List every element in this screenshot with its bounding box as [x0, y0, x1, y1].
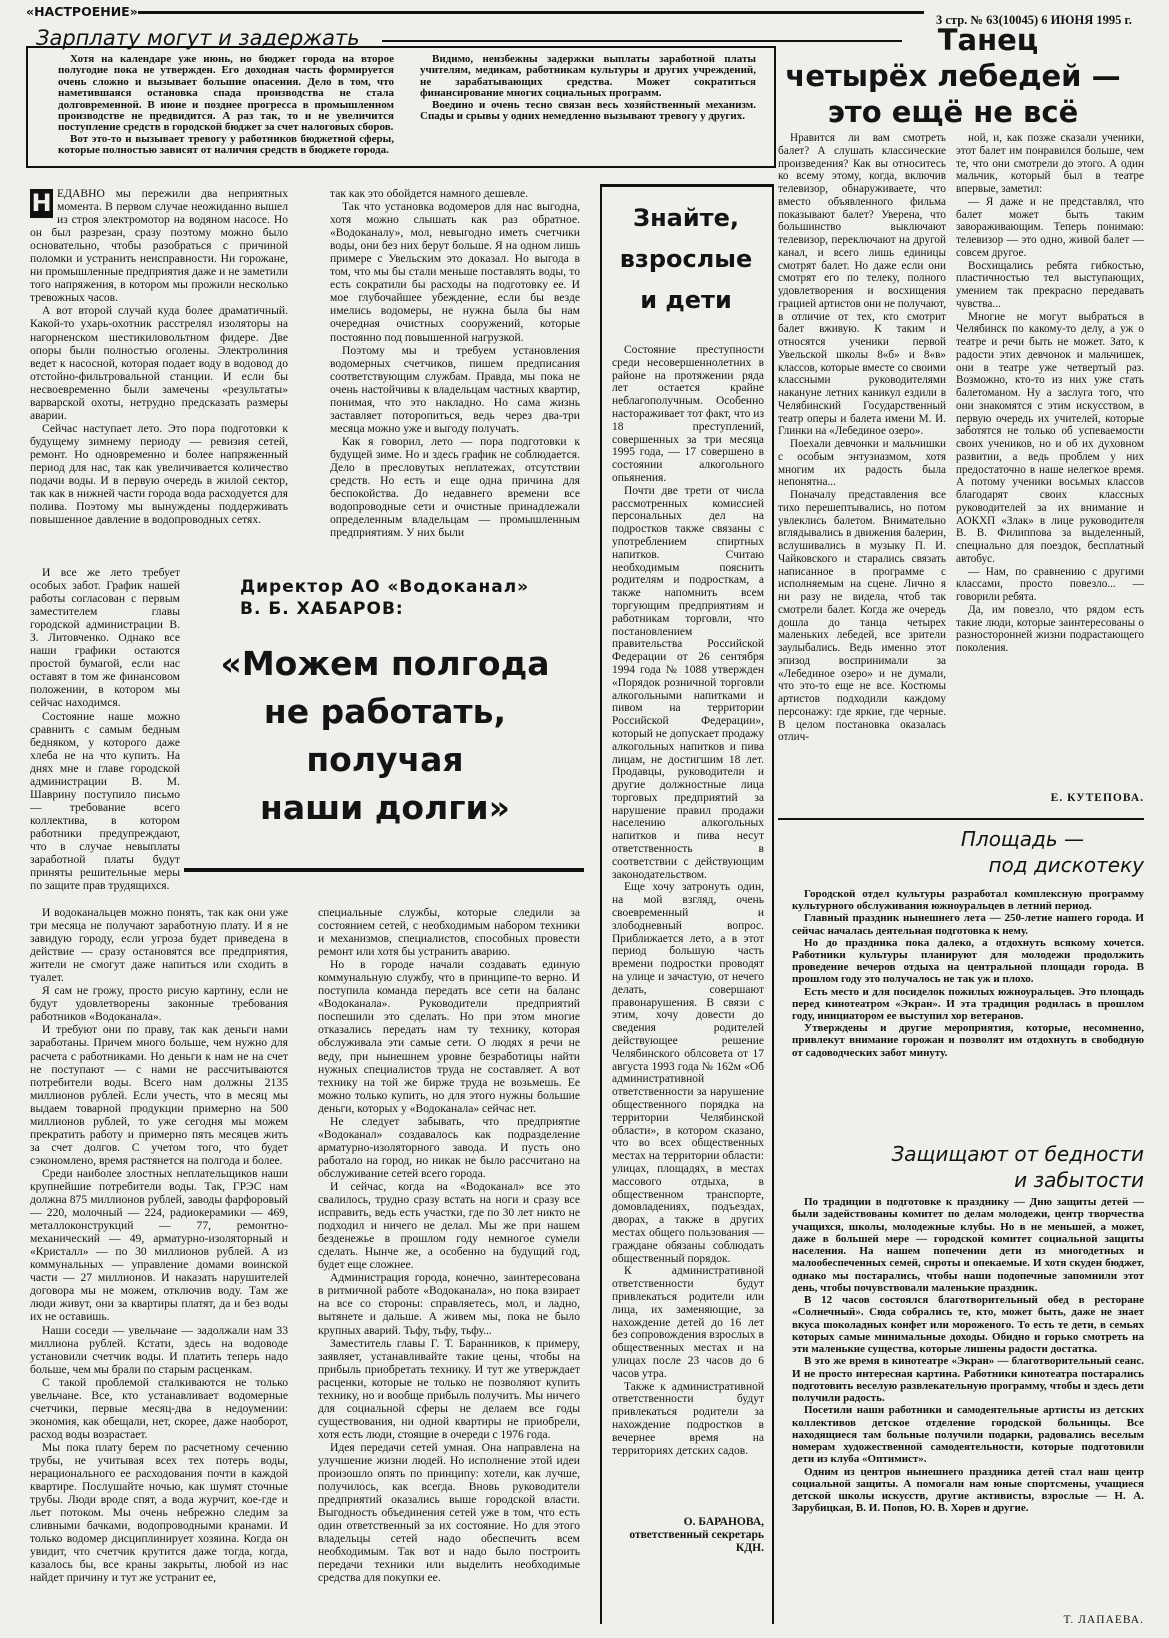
swan-paragraph: — Нам, по сравнению с другими классами, просто повезло... — говорили ребята. — [956, 565, 1144, 603]
disco-paragraph: Есть место и для посиделок пожилых южноуральцев. Это площадь перед кинотеатром «Экран». И эта традиция родилась в прошлом году, инициатором ее выступил хор ветеранов. — [792, 985, 1144, 1023]
adults-text — [612, 344, 764, 1509]
adults-author-name: О. БАРАНОВА, — [683, 1516, 764, 1528]
poverty-text — [792, 1196, 1144, 1604]
water-paragraph: И сейчас, когда на «Водоканал» все это свалилось, трудно сразу встать на ноги и сразу все исправить, ведь есть участки, где по 30 лет никто не подходил и ничего не делал. Мы же при нашем безденежье в прошлом году немногое сумели сделать. Нынче же, а особенно на будущий год, будет еще сложнее. — [318, 1179, 580, 1272]
poverty-paragraph: По традиции в подготовке к празднику — Дню защиты детей — были задействованы комитет по делам молодежи, центр творчества учащихся, школы, молодежные клубы. Но в не меньшей, а может, даже в большей мере — городской комитет социальной защиты населения. На нашем попечении дети из многодетных и малообеспеченных семей, сироты и опекаемые. И хотя скуден бюджет, однако мы постарались, чтобы наши подопечные запомнили этот день, чтобы почувствовали маленькие праздник. — [792, 1196, 1144, 1294]
swan-headline — [778, 22, 1128, 130]
disco-headline — [880, 826, 1144, 878]
water-pre-headline-line: В. Б. ХАБАРОВ: — [240, 599, 404, 619]
water-col-2 — [330, 187, 580, 562]
water-paragraph: Я сам не грожу, просто рисую картину, если не будут удовлетворены законные требования работников «Водоканала». — [30, 984, 288, 1024]
adults-author — [612, 1516, 764, 1555]
swan-headline-line: это ещё не всё — [827, 95, 1079, 129]
salary-lead-paragraph: Видимо, неизбежны задержки выплаты заработной платы учителям, медикам, работникам культуры и других учреждений, не зарабатывающих средства. Может сократиться финансирование многих социальных программ. — [420, 54, 756, 100]
water-pre-headline-line: Директор АО «Водоканал» — [240, 577, 530, 597]
swan-paragraph: ной, и, как позже сказали ученики, этот балет им понравился больше, чем те, что они смотрели до этого. А один мальчик, который был в театре впервые, заметил: — [956, 132, 1144, 195]
water-paragraph: ЕДАВНО мы пережили два неприятных момента. В первом случае неожиданно вышел из строя электромотор на водяном насосе. Но он был разрезан, сразу поэтому можно было основательно, чтобы разобраться с причиной поломки и устранить неисправности. Ни горожане, ни промышленные предприятия даже и не заметили того напряжения, в котором мы прожили несколько тревожных часов. — [30, 187, 288, 305]
poverty-paragraph: Одним из центров нынешнего праздника детей стал наш центр социальной защиты. А помогали нам юные спортсмены, учащиеся детской школы искусств, другие активисты, взрослые — Н. А. Зарубицкая, В. И. Попов, Ю. В. Хорев и другие. — [792, 1465, 1144, 1515]
poverty-headline-line: и забытости — [1014, 1168, 1144, 1192]
disco-text — [792, 888, 1144, 1134]
adults-paragraph: Также к административной ответственности будут привлекаться родители за нахождение подростков в вечернее время на территориях детских садов. — [612, 1380, 764, 1457]
water-paragraph: Но в городе начали создавать единую коммунальную службу, что в принципе-то верно. И поступила команда передать все сети на баланс «Водоканала». Руководители предприятий поспешили это сделать. Но при этом многие отказались передать нам ту технику, которая обслуживала эти самые сети. О людях я речи не веду, при нынешнем уровне безработицы найти нужных специалистов труда не составляет. А вот технику на той же бирже труда не возьмешь. Ее можно только купить, но для этого нужны большие деньги, которых у «Водоканала» сейчас нет. — [318, 958, 580, 1115]
poverty-headline-line: Защищают от бедности — [891, 1142, 1144, 1166]
salary-lead-left — [58, 54, 394, 164]
water-headline-line: наши долги» — [260, 788, 510, 827]
water-headline-rule — [184, 868, 584, 872]
water-headline-line: не работать, — [263, 692, 507, 731]
water-paragraph: Как я говорил, лето — пора подготовки к будущей зиме. Но и здесь график не соблюдается. Дело в пресловутых неплатежах, отсутствии средств. Но есть и еще одна причина для беспокойства. До недавнего времени все водопроводные сети и очистные принадлежали определенным владельцам — промышленным предприятиям. У них были — [330, 434, 580, 540]
adults-paragraph: Еще хочу затронуть один, на мой взгляд, очень своевременный и злободневный вопрос. Приближается лето, а в этот период большую часть времени подростки проводят на улице и зачастую, от нечего делать, совершают правонарушения. В связи с этим, хочу довести до сведения родителей действующее решение Челябинского облсовета от 17 августа 1993 года № 162м «Об административной ответственности за нарушение общественного порядка на территории Челябинской области», в котором сказано, что во всех общественных местах на территории области: улицах, площадях, в местах массового отдыха, в общественном транспорте, домовладениях, подъездах, дворах, а также в других местах общего пользования — граждане обязаны соблюдать общественный порядок. — [612, 881, 764, 1265]
water-paragraph: специальные службы, которые следили за состоянием сетей, с необходимым набором техники и механизмов, специалистов, способных провести ремонт или хотя бы устранить аварию. — [318, 906, 580, 959]
adults-paragraph: К административной ответственности будут привлекаться родители или лица, их заменяющие, за нахождение детей до 16 лет без сопровождения взрослых в общественных местах и на улицах после 23 часов до 6 часов утра. — [612, 1265, 764, 1380]
water-paragraph: С такой проблемой сталкиваются не только увельчане. Все, кто устанавливает водомерные счетчики, первые месяц-два в недоумении: экономия, как обещали, нет, скорее, даже наоборот, расход воды возрастает. — [30, 1375, 288, 1441]
water-paragraph: И требуют они по праву, так как деньги нами заработаны. Причем много больше, чем нужно для расчета с работниками. Но деньги к нам не на счет не поступают — с нами не рассчитываются потребители воды. Всего нам должны 2135 миллионов рублей. Если учесть, что в месяц мы выдаем товарной продукции примерно на 500 миллионов рублей, то уже сегодня мы можем прекратить работу и примерно пять месяцев жить за счет долгов. С учетом того, что будет сэкономлено, время растянется на полгода и более. — [30, 1023, 288, 1167]
water-paragraph: И все же лето требует особых забот. График нашей работы согласован с первым заместителем главы городской администрации В. З. Литовченко. Однако все наши графики остаются простой бумагой, если нас оставят в том же финансовом положении, в котором мы сейчас находимся. — [30, 566, 180, 710]
water-col-4 — [30, 906, 288, 1616]
swan-col-1 — [778, 132, 946, 807]
water-col-3 — [30, 566, 180, 899]
section-label: «НАСТРОЕНИЕ» — [26, 4, 138, 19]
water-paragraph: Мы пока плату берем по расчетному сечению трубы, не учитывая всех тех потерь воды, нерационального ее расходования почти в каждой квартире. Послушайте ночью, как шумят сточные трубы. Люди вроде спят, а вода журчит, кое-где и льет потоком. Мы очень небрежно следим за сливными бачками, водопроводными кранами. И только водомер дисциплинирует хозяина. Когда он увидит, что счетчик крутится даже тогда, когда, казалось бы, все краны закрыты, любой из нас найдет причину и тут же устранит ее, — [30, 1440, 288, 1585]
swan-paragraph: Многие не могут выбраться в Челябинск по какому-то делу, а уж о театре и речи быть не может. Зато, к радости этих девчонок и мальчишек, они в театре уже четвертый раз. Возможно, кто-то из них уже стать балетоманом. Ну а заслуга того, что они знакомятся с этим искусством, в первую очередь их учителей, которые заботятся не только об успеваемости своих учеников, но и об их духовном развитии, а ведь проблем у них предостаточно в наше нелегкое время. А потому ученики восьмых классов благодарят своих классных руководителей за их внимание и АОКХП «Злак» в лице руководителя В. В. Филиппова за выделенный, специально для поездок, бесплатный автобус. — [956, 310, 1144, 565]
poverty-author: Т. ЛАПАЕВА. — [1063, 1614, 1144, 1626]
water-paragraph: Идея передачи сетей умная. Она направлена на улучшение жизни людей. Но исполнение этой идеи произошло опять по принципу: хотели, как лучше, получилось, как всегда. Вновь руководители предприятий оказались выше городской власти. Выгодность объединения сетей уже в том, что есть один ответственный за их состояние. Но для этого владельцы сетей надо обеспечить всем необходимым. Так вот и надо было построить передачи техники или выделить необходимые средства для покупки ее. — [318, 1440, 580, 1585]
adults-headline-line: взрослые — [619, 245, 753, 273]
swan-col-2 — [956, 132, 1144, 772]
swan-paragraph: — Я даже и не представлял, что балет может быть таким завораживающим. Теперь понимаю: телевизор — это одно, живой балет — совсем другое. — [956, 195, 1144, 259]
salary-lead-paragraph: Вот это-то и вызывает тревогу у работников бюджетной сферы, которые полностью зависят от наличия средств в бюджете города. — [58, 132, 394, 157]
adults-headline — [606, 198, 766, 321]
water-paragraph: Не следует забывать, что предприятие «Водоканал» создавалось как подразделение арматурно-изоляторного завода. И пусть оно работало на город, но никак не было рассчитано на обслуживание сетей всего города. — [318, 1114, 580, 1180]
water-paragraph: Так что установка водомеров для нас выгодна, хотя можно слышать как раз обратное. «Водоканалу», мол, невыгодно иметь счетчики воды, они без них берут больше. Я на одном лишь примере с Увельским это доказал. Но выгода в том, что мы бы стали меньше поставлять воды, то есть сократили бы расходы на подготовку ее. И мое глубочайшее убеждение, если бы везде имелись водомеры, не нужна была бы нам очередная очистных сооружений, которые постоянно под повышенной нагрузкой. — [330, 200, 580, 344]
water-paragraph: Заместитель главы Г. Т. Баранников, к примеру, заявляет, устанавливайте такие цены, чтобы на прибыль приобретать технику. И тут же утверждает расценки, которые не только не позволяют купить технику, но и вообще прибыль получить. Мы ничего для социальной сферы не делаем все годы существования, ни одной квартиры не приобрели, хотя есть люди, стоящие в очереди с 1976 года. — [318, 1336, 580, 1441]
salary-lead-paragraph: Хотя на календаре уже июнь, но бюджет города на второе полугодие пока не утвержден. Его доходная часть формируется очень сложно и вызывает большие опасения. Дело в том, что наметившаяся остановка спада производства не стала долговременной. В июне и позднее прогресса в промышленном производстве не предвидится. А раз так, то и не увеличится поступление средств в городской бюджет за счет налоговых сборов. — [58, 54, 394, 134]
swan-paragraph: Да, им повезло, что рядом есть такие люди, которые заинтересованы о разносторонней жизни подрастающего поколения. — [956, 603, 1144, 654]
water-paragraph: Поэтому мы и требуем установления водомерных счетчиков, пишем предписания соответствующим службам. Правда, мы пока не очень настойчивы к владельцам частных квартир, понимая, что это накладно. Но сама жизнь заставляет поторопиться, ведь через два-три месяца можно уже и выгоду получать. — [330, 343, 580, 435]
adults-headline-line: Знайте, — [633, 204, 739, 232]
water-paragraph: Среди наиболее злостных неплательщиков наши крупнейшие потребители воды. Так, ГРЭС нам должна 875 миллионов рублей, заводы фарфоровый — 220, молочный — 224, радиокерамики — 469, металлоконструкций — 77, ремонтно-механический — 49, арматурно-изоляторный и «Кристалл» — по 30 миллионов рублей. А из коммунальных — управление домами воинской части — 27 миллионов. И наказать нарушителей договора мы не можем, отключив воду. Там же люди живут, они за квартиры платят, да и без воды их не оставишь. — [30, 1166, 288, 1324]
water-col-1 — [30, 187, 288, 562]
water-paragraph: Администрация города, конечно, заинтересована в ритмичной работе «Водоканала», но пока взирает на все со стороны: справляетесь, мол, и ладно, вытянете и дальше. А живем мы, пока не было крупных аварий. Тьфу, тьфу, тьфу... — [318, 1271, 580, 1337]
disco-paragraph: Главный праздник нынешнего лета — 250-летие нашего города. И сейчас началась деятельная подготовка к нему. — [792, 912, 1144, 937]
salary-headline: Зарплату могут и задержать — [36, 26, 360, 50]
disco-paragraph: Городской отдел культуры разработал комплексную программу культурного обслуживания южноуральцев в летний период. — [792, 888, 1144, 913]
water-pre-headline — [240, 576, 529, 620]
poverty-headline — [800, 1141, 1144, 1193]
poverty-paragraph: В 12 часов состоялся благотворительный обед в ресторане «Солнечный». Сюда собрались те, кто, может быть, даже не знает вкуса шоколадных конфет или мороженого. То есть те дети, в семьях которых самые минимальные доходы. Обидно и горько смотреть на эти маленькие существа, которые лишены радости достатка. — [792, 1294, 1144, 1355]
water-col-5 — [318, 906, 580, 1616]
water-paragraph: так как это обойдется намного дешевле. — [330, 187, 529, 200]
salary-lead-paragraph: Воедино и очень тесно связан весь хозяйственный механизм. Спады и срывы у одних немедленно вызывают тревогу у других. — [420, 98, 756, 123]
disco-paragraph: Утверждены и другие мероприятия, которые, несомненно, привлекут внимание горожан и позволят им отдохнуть в свободную от садоводческих забот минуту. — [792, 1022, 1144, 1059]
salary-lead-right — [420, 54, 756, 164]
water-headline-line: «Можем полгода — [220, 644, 550, 683]
poverty-paragraph: В это же время в кинотеатре «Экран» — благотворительный сеанс. И не просто интересная картина. Работники кинотеатра постарались подготовить веселую развлекательную программу, чтобы и здесь дети получили радость. — [792, 1355, 1144, 1404]
poverty-paragraph: Посетили наши работники и самодеятельные артисты из детских коллективов детское отделение городской больницы. Все находящиеся там больные получили подарки, радовались веселым номерам художественной самодеятельности, которые подготовили дети из клуба «Оптимист». — [792, 1404, 1144, 1466]
page-info: 3 стр. № 63(10045) 6 ИЮНЯ 1995 г. — [936, 13, 1132, 27]
adults-author-role: ответственный секретарь КДН. — [629, 1529, 764, 1554]
swan-headline-line: Танец — [937, 23, 1039, 57]
water-headline — [200, 640, 570, 832]
masthead-rule — [138, 11, 924, 14]
adults-box-top-rule — [600, 184, 774, 187]
adults-headline-line: и дети — [640, 286, 732, 314]
water-paragraph: Наши соседи — увельчане — задолжали нам 33 миллиона рублей. Кстати, здесь на водоводе установили счетчик воды. И платить теперь надо больше, чем мы брали по старым расценкам. — [30, 1323, 288, 1376]
water-headline-line: получая — [306, 740, 464, 779]
water-paragraph: И водоканальцев можно понять, так как они уже три месяца не получают заработную плату. И я не завидую городу, если угроза будет приведена в действие — сразу остановятся все предприятия, жители не смогут даже напиться или сходить в туалет. — [30, 906, 288, 985]
swan-author: Е. КУТЕПОВА. — [1050, 792, 1144, 804]
water-dropcap: Н — [31, 189, 52, 217]
swan-paragraph: Нравится ли вам смотреть балет? А слушать классические произведения? Как вы относитесь ко всему этому, когда, включив телевизор, обнаруживаете, что вместо объявленного фильма показывают балет? Уверена, что большинство выключают телевизор, переключают на другой канал, и всего лишь единицы смотрят балет. Но даже если они смотрят его по телеку, полного удовлетворения и восхищения грацией артистов они не получают, в отличие от тех, кто смотрит балет вживую. К таким и относятся ученики первой Увельской школы 8«б» и 8«в» классов, которые вместе со своими классными руководителями накануне летних каникул ездили в Челябинский Государственный театр оперы и балета имени М. И. Глинки на «Лебединое озеро». — [778, 132, 946, 438]
adults-paragraph: Почти две трети от числа рассмотренных комиссией персональных дел на подростков также связаны с употреблением спиртных напитков. Считаю необходимым пояснить родителям и подросткам, а также напомнить всем торгующим предприятиям и работникам торговли, что постановлением правительства Российской Федерации от 26 сентября 1994 года № 1088 утвержден «Порядок розничной торговли алкогольными напитками и пивом на территории Российской Федерации», который не допускает продажу алкогольных напитков и пива лицам, не достигшим 18 лет. Продавцы, руководители и другие должностные лица торговых предприятий за нарушение правил продажи населению алкогольных напитков и пива несут ответственность в соответствии с действующим законодательством. — [612, 484, 764, 881]
swan-paragraph: Поехали девчонки и мальчишки с особым энтузиазмом, хотя многим их радость была непонятна... — [778, 438, 946, 489]
water-paragraph: А вот второй случай куда более драматичный. Какой-то ухарь-охотник расстрелял изоляторы на нагорненском шестикиловольтном фидере. Две опоры были полностью оголены. Электролиния ведет к насосной, которая подает воду в водовод до отстойно-фильтровальной станции. И если бы несвоевременно были замечены «результаты» варварской охоты, нетрудно предсказать размеры аварии. — [30, 304, 288, 422]
disco-paragraph: Но до праздника пока далеко, а отдохнуть всякому хочется. Работники культуры планируют для молодежи продолжить проведение вечеров отдыха на центральной площади города. В прошлом году это получалось не так уж и плохо. — [792, 936, 1144, 986]
water-paragraph: Состояние наше можно сравнить с самым бедным бедняком, у которого даже хлеба не на что купить. На днях мне и главе городской администрации В. М. Шаврину поступило письмо — требование всего коллектива, в котором работники предупреждают, что в случае невыплаты заработной платы будут приняты решительные меры по защите прав трудящихся. — [30, 709, 180, 893]
swan-paragraph: Поначалу представления все тихо перешептывались, но потом увлеклись балетом. Внимательно вглядывались в движения балерин, вслушивались в музыку П. И. Чайковского и старались связать написанное в программе с исполняемым на сцене. Лично я ни разу не видела, чтоб так смотрели балет. Когда же очередь дошла до танца четырех маленьких лебедей, все зрители заулыбались. Ведь именно этот эпизод воспринимали за «Лебединое озеро» и не думали, что это-то еще не все. Костюмы артистов подходили каждому персонажу: где яркие, где черные. В целом постановка оказалась отлич- — [778, 489, 946, 744]
disco-headline-line: под дискотеку — [988, 853, 1144, 877]
disco-top-rule — [778, 818, 1144, 820]
swan-headline-line: четырёх лебедей — — [785, 59, 1121, 93]
adults-paragraph: Состояние преступности среди несовершеннолетних в районе на протяжении ряда лет остается крайне неблагополучным. Особенно настораживает тот факт, что из 18 преступлений, совершенных за три месяца 1995 года, — 17 совершено в состоянии алкогольного опьянения. — [612, 344, 764, 484]
swan-paragraph: Восхищались ребята гибкостью, пластичностью тел выступающих, умением так прекрасно передавать чувства... — [956, 259, 1144, 310]
water-paragraph: Сейчас наступает лето. Это пора подготовки к будущему зимнему периоду — ревизия сетей, ремонт. Но одновременно и более напряженный период для нас, так как увеличивается количество подачи воды. И в первую очередь в жилой сектор, так как в нижней части города вода расходуется для полива. Поэтому мы вынуждены поддерживать повышенное давление в водопроводных сетях. — [30, 421, 288, 527]
disco-headline-line: Площадь — — [960, 827, 1084, 851]
